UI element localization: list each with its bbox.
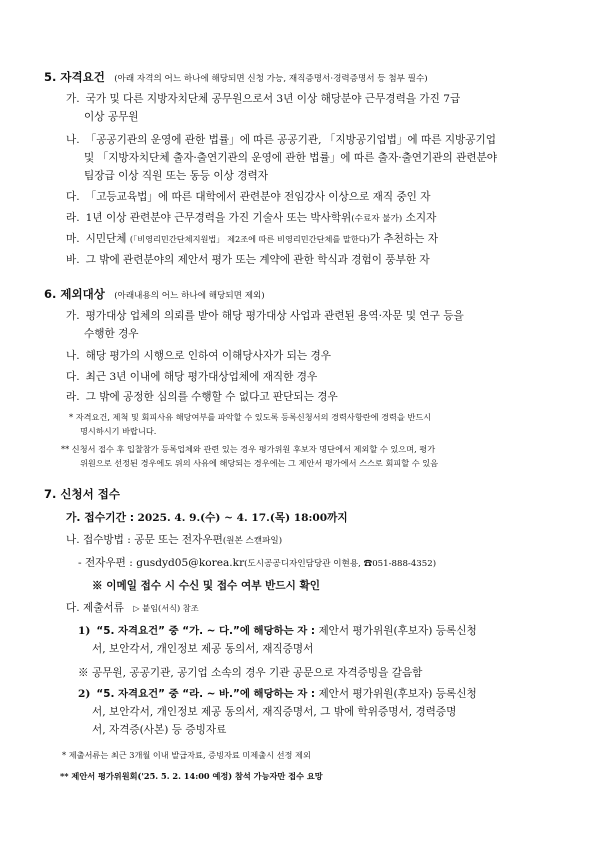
s7-doc-1-cont: 서, 보안각서, 개인정보 제공 동의서, 재직증명서 xyxy=(92,643,314,655)
s7-doc-2: 2) “5. 자격요건” 중 “라. ~ 바.”에 해당하는 자 : 제안서 평가위원(후보자) 등록신청 xyxy=(78,688,477,700)
s7-email-notice: ※ 이메일 접수 시 수신 및 접수 여부 반드시 확인 xyxy=(92,580,320,592)
s6-item-da: 다. 최근 3년 이내에 해당 평가대상업체에 재직한 경우 xyxy=(66,371,318,383)
s7-doc-1: 1) “5. 자격요건” 중 “가. ~ 다.”에 해당하는 자 : 제안서 평가위원(후보자) 등록신청 xyxy=(78,625,477,637)
s7-doc-2-cont: 서, 보안각서, 개인정보 제공 동의서, 재직증명서, 그 밖에 학위증명서, 경력증명 xyxy=(92,706,457,718)
s7-doc-1-note: ※ 공무원, 공공기관, 공기업 소속의 경우 기관 공문으로 자격증빙을 갈음함 xyxy=(78,667,423,679)
s7-method: 나. 접수방법 : 공문 또는 전자우편(원본 스캔파일) xyxy=(66,534,283,546)
section-6-note: (아래내용의 어느 하나에 해당되면 제외) xyxy=(114,291,265,301)
s5-item-na: 나. 「공공기관의 운영에 관한 법률」에 따른 공공기관, 「지방공기업법」에 따른 지방공기업 xyxy=(66,134,496,146)
section-7-title: 7. 신청서 접수 xyxy=(44,487,120,501)
section-6-heading xyxy=(44,287,265,303)
s6-footnote-2b: 위원으로 선정된 경우에도 위의 사유에 해당되는 경우에는 그 제안서 평가에서 스스로 회피할 수 있음 xyxy=(80,458,439,468)
s7-email-note: (도시공공디자인담당관 이현용, ☎051-888-4352) xyxy=(244,559,437,569)
s7-docs: 다. 제출서류 ▷ 붙임(서식) 참조 xyxy=(66,602,199,614)
s7-email-label: - 전자우편 : xyxy=(78,557,137,569)
section-6-title: 6. 제외대상 xyxy=(44,287,105,301)
s6-item-ga-cont: 수행한 경우 xyxy=(84,328,139,340)
s7-period xyxy=(66,511,348,525)
s7-email-value: gusdyd05@korea.kr xyxy=(136,557,245,569)
s5-item-na-cont2: 팀장급 이상 직원 또는 동등 이상 경력자 xyxy=(84,170,268,182)
s7-footnote-2: ** 제안서 평가위원회('25. 5. 2. 14:00 예정) 참석 가능자만 접수 요망 xyxy=(60,771,323,781)
s6-footnote-1: * 자격요건, 제척 및 회피사유 해당여부를 파악할 수 있도록 등록신청서의 경력사항란에 경력을 반드시 xyxy=(69,412,432,422)
s6-footnote-1b: 명시하시기 바랍니다. xyxy=(80,426,157,436)
s5-item-na-cont: 및 「지방자치단체 출자·출연기관의 운영에 관한 법률」에 따른 출자·출연기관의 관련분야 xyxy=(84,152,498,164)
s6-footnote-2: ** 신청서 접수 후 입찰참가 등록업체와 관련 있는 경우 평가위원 후보자 명단에서 제외할 수 있으며, 평가 xyxy=(61,444,436,454)
s7-period-value: 2025. 4. 9.(수) ~ 4. 17.(목) 18:00까지 xyxy=(137,512,348,524)
s6-item-na: 나. 해당 평가의 시행으로 인하여 이해당사자가 되는 경우 xyxy=(66,350,331,362)
s7-email-line xyxy=(78,556,436,571)
s5-item-ga-cont: 이상 공무원 xyxy=(84,111,139,123)
s5-item-da: 다. 「고등교육법」에 따른 대학에서 관련분야 전임강사 이상으로 재직 중인 자 xyxy=(66,191,431,203)
s7-docs-ref: ▷ 붙임(서식) 참조 xyxy=(133,603,199,613)
s7-footnote-1: * 제출서류는 최근 3개월 이내 발급자료, 증빙자료 미제출시 선정 제외 xyxy=(62,750,311,760)
s5-item-ba: 바. 그 밖에 관련분야의 제안서 평가 또는 계약에 관한 학식과 경험이 풍부한 자 xyxy=(66,254,430,266)
section-5-note: (아래 자격의 어느 하나에 해당되면 신청 가능, 재직증명서·경력증명서 등 첨부 필수) xyxy=(114,74,428,84)
s5-item-ma: 마. 시민단체 (「비영리민간단체지원법」 제2조에 따른 비영리민간단체를 말한다)가 추천하는 자 xyxy=(66,233,438,245)
s7-period-label: 가. 접수기간 : xyxy=(66,511,135,524)
section-5-title: 5. 자격요건 xyxy=(44,70,105,84)
section-5-heading xyxy=(44,70,428,86)
s5-item-ra: 라. 1년 이상 관련분야 근무경력을 가진 기술사 또는 박사학위(수료자 불가) 소지자 xyxy=(66,212,437,224)
s5-item-ga: 가. 국가 및 다른 지방자치단체 공무원으로서 3년 이상 해당분야 근무경력을 가진 7급 xyxy=(66,93,461,105)
s7-doc-2-cont2: 서, 자격증(사본) 등 증빙자료 xyxy=(92,724,227,736)
s6-item-ga: 가. 평가대상 업체의 의뢰를 받아 해당 평가대상 사업과 관련된 용역·자문 및 연구 등을 xyxy=(66,310,464,322)
s6-item-ra: 라. 그 밖에 공정한 심의를 수행할 수 없다고 판단되는 경우 xyxy=(66,391,338,403)
